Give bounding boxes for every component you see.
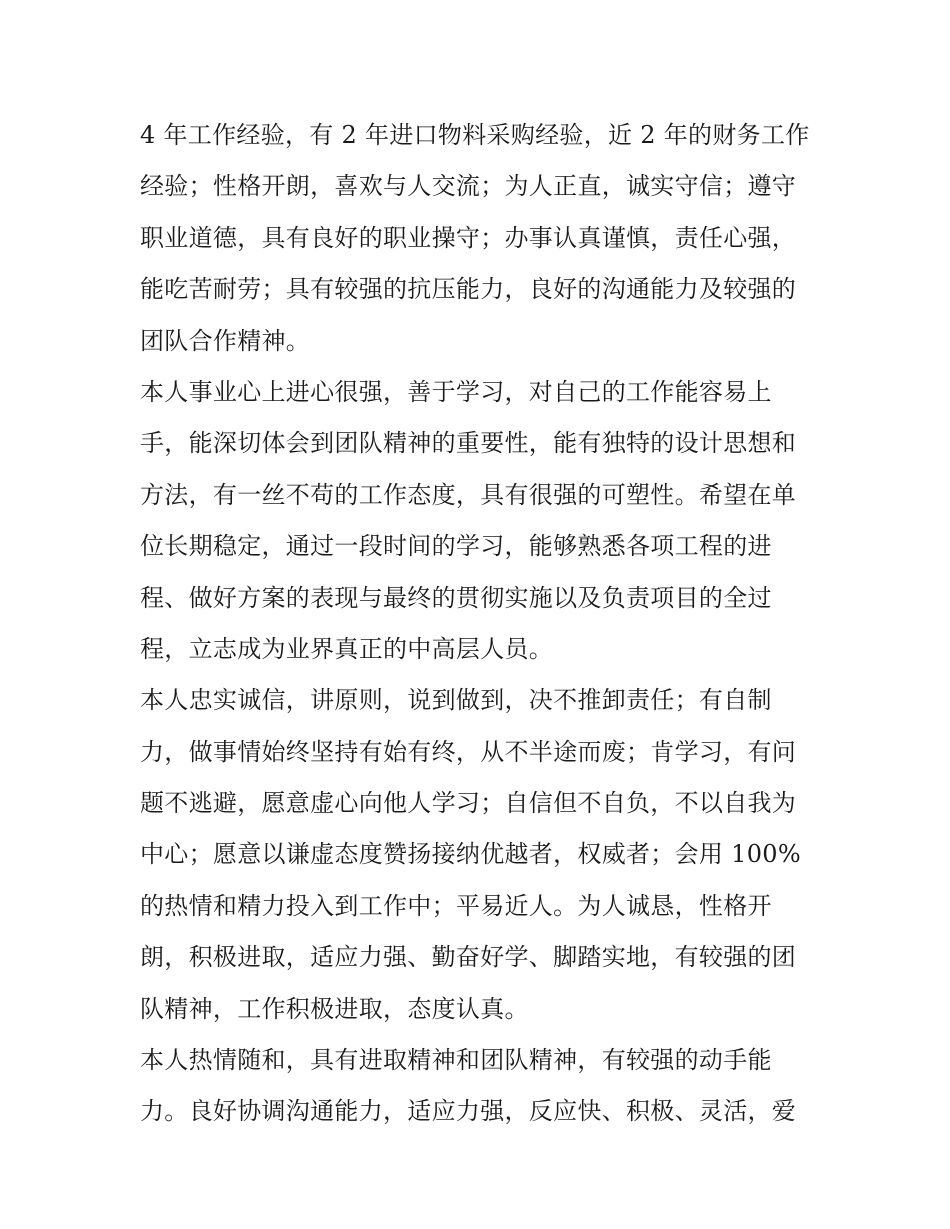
text-line: 朗，积极进取，适应力强、勤奋好学、脚踏实地，有较强的团 xyxy=(140,943,797,972)
text-line: 力，做事情始终坚持有始有终，从不半途而废；肯学习，有问 xyxy=(140,737,797,766)
text-line: 经验；性格开朗，喜欢与人交流；为人正直，诚实守信；遵守 xyxy=(140,172,797,201)
text-line: 职业道德，具有良好的职业操守；办事认真谨慎，责任心强， xyxy=(140,223,797,252)
text-line: 本人事业心上进心很强，善于学习，对自己的工作能容易上 xyxy=(140,377,772,406)
text-line: 团队合作精神。 xyxy=(140,326,311,355)
text-line: 队精神，工作积极进取，态度认真。 xyxy=(140,994,529,1023)
text-line: 中心；愿意以谦虚态度赞扬接纳优越者，权威者；会用 100% xyxy=(140,840,801,869)
text-line: 方法，有一丝不苟的工作态度，具有很强的可塑性。希望在单 xyxy=(140,480,797,509)
text-line: 程、做好方案的表现与最终的贯彻实施以及负责项目的全过 xyxy=(140,583,772,612)
text-line: 程，立志成为业界真正的中高层人员。 xyxy=(140,634,554,663)
text-line: 4 年工作经验，有 2 年进口物料采购经验，近 2 年的财务工作 xyxy=(140,121,810,149)
text-line: 题不逃避，愿意虚心向他人学习；自信但不自负，不以自我为 xyxy=(140,789,797,818)
text-line: 能吃苦耐劳；具有较强的抗压能力，良好的沟通能力及较强的 xyxy=(140,275,797,304)
document-body xyxy=(140,110,816,1138)
text-line: 本人热情随和，具有进取精神和团队精神，有较强的动手能 xyxy=(140,1046,772,1075)
text-line: 本人忠实诚信，讲原则，说到做到，决不推卸责任；有自制 xyxy=(140,686,772,715)
text-line: 位长期稳定，通过一段时间的学习，能够熟悉各项工程的进 xyxy=(140,532,772,561)
text-line: 的热情和精力投入到工作中；平易近人。为人诚恳，性格开 xyxy=(140,891,772,920)
text-line: 手，能深切体会到团队精神的重要性，能有独特的设计思想和 xyxy=(140,429,797,458)
text-line: 力。良好协调沟通能力，适应力强，反应快、积极、灵活，爱 xyxy=(140,1097,797,1126)
